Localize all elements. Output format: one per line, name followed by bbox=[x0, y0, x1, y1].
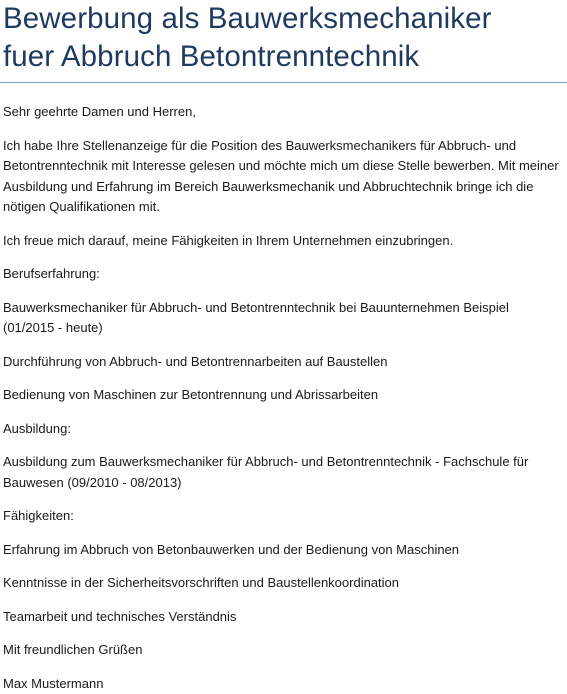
section-heading-experience: Berufserfahrung: bbox=[3, 264, 559, 285]
skill-item: Kenntnisse in der Sicherheitsvorschriften und Baustellenkoordination bbox=[3, 573, 559, 594]
title-line-1: Bewerbung als Bauwerksmechaniker bbox=[3, 0, 567, 38]
section-heading-skills: Fähigkeiten: bbox=[3, 506, 559, 527]
experience-item: Durchführung von Abbruch- und Betontrennarbeiten auf Baustellen bbox=[3, 352, 559, 373]
intro-paragraph: Ich habe Ihre Stellenanzeige für die Position des Bauwerksmechanikers für Abbruch- und Betontrenntechnik mit Interesse gelesen und möchte mich um diese Stelle bewerben. Mit meiner Ausbildung und Erfahrung im Bereich Bauwerksmechanik und Abbruchtechnik bringe ich die nötigen Qualifikationen mit. bbox=[3, 136, 559, 218]
experience-item: Bauwerksmechaniker für Abbruch- und Betontrenntechnik bei Bauunternehmen Beispiel (01/2015 - heute) bbox=[3, 298, 559, 339]
closing: Mit freundlichen Grüßen bbox=[3, 640, 559, 661]
title-line-2: fuer Abbruch Betontrenntechnik bbox=[3, 38, 567, 76]
salutation: Sehr geehrte Damen und Herren, bbox=[3, 102, 559, 123]
signature-name: Max Mustermann bbox=[3, 674, 559, 694]
skill-item: Teamarbeit und technisches Verständnis bbox=[3, 607, 559, 628]
title-divider bbox=[0, 82, 567, 83]
education-item: Ausbildung zum Bauwerksmechaniker für Abbruch- und Betontrenntechnik - Fachschule für Bauwesen (09/2010 - 08/2013) bbox=[3, 452, 559, 493]
motivation-paragraph: Ich freue mich darauf, meine Fähigkeiten in Ihrem Unternehmen einzubringen. bbox=[3, 231, 559, 252]
skill-item: Erfahrung im Abbruch von Betonbauwerken und der Bedienung von Maschinen bbox=[3, 540, 559, 561]
section-heading-education: Ausbildung: bbox=[3, 419, 559, 440]
experience-item: Bedienung von Maschinen zur Betontrennung und Abrissarbeiten bbox=[3, 385, 559, 406]
document-title bbox=[0, 0, 567, 76]
letter-body bbox=[0, 102, 567, 694]
